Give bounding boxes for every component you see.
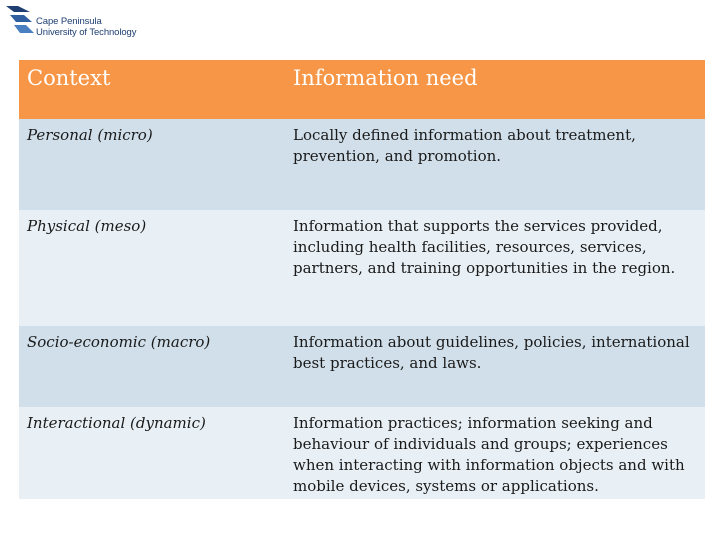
context-cell: Physical (meso) — [19, 210, 283, 326]
context-cell: Socio-economic (macro) — [19, 326, 283, 407]
information-need-cell: Information about guidelines, policies, international best practices, and laws. — [283, 326, 705, 407]
information-needs-table — [19, 60, 705, 499]
table-row — [19, 119, 705, 210]
information-need-cell: Information practices; information seeking and behaviour of individuals and groups; experiences when interacting with information objects and with mobile devices, systems or applications. — [283, 407, 705, 499]
table-row — [19, 407, 705, 499]
header-context: Context — [19, 60, 283, 119]
context-cell: Interactional (dynamic) — [19, 407, 283, 499]
table-header-row — [19, 60, 705, 119]
context-cell: Personal (micro) — [19, 119, 283, 210]
information-need-cell: Locally defined information about treatment, prevention, and promotion. — [283, 119, 705, 210]
header-information-need: Information need — [283, 60, 705, 119]
logo-line-1: Cape Peninsula — [36, 16, 102, 27]
information-need-cell: Information that supports the services provided, including health facilities, resources, services, partners, and training opportunities in the region. — [283, 210, 705, 326]
logo-line-2: University of Technology — [36, 27, 137, 38]
table-row — [19, 326, 705, 407]
table-row — [19, 210, 705, 326]
logo-wordmark — [36, 16, 136, 38]
cput-logo — [2, 2, 152, 50]
cput-logo-icon — [2, 2, 36, 46]
